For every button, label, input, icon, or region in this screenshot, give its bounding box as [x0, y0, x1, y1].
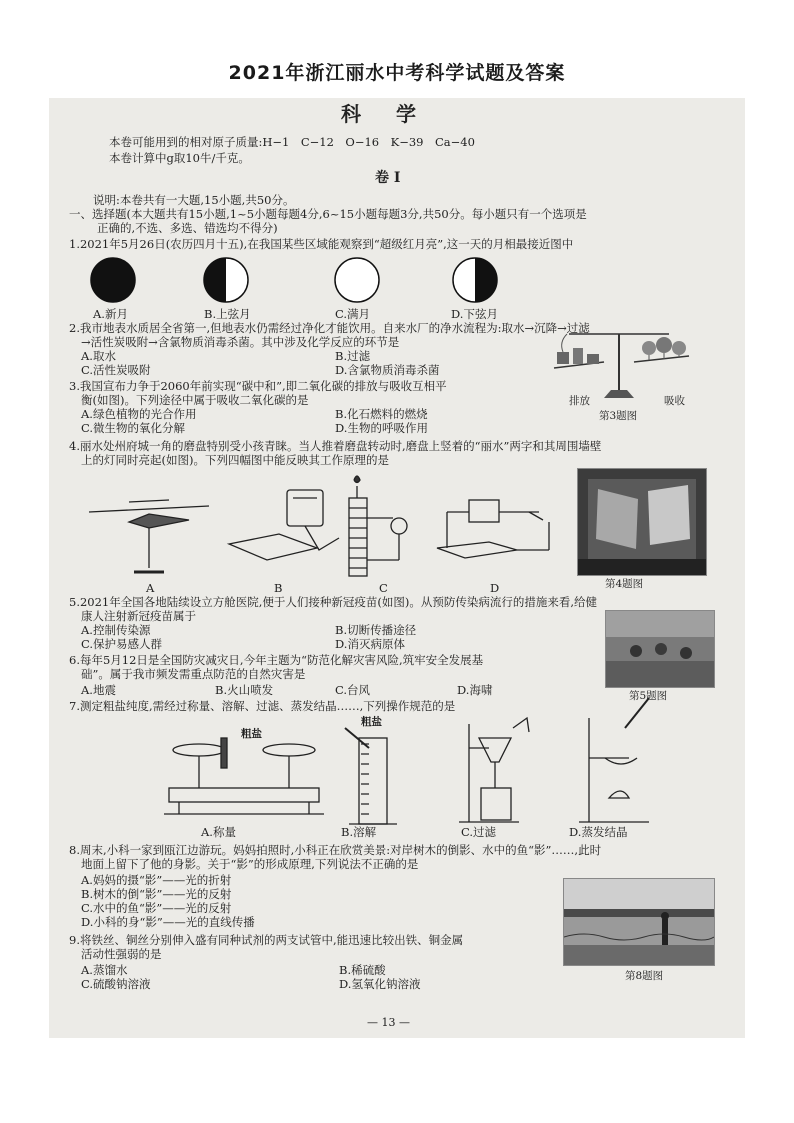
- g-value-line: 本卷计算中g取10牛/千克。: [109, 151, 250, 165]
- q2-option-b: B.过滤: [335, 349, 371, 363]
- q8-option-c: C.水中的鱼“影”——光的反射: [81, 901, 232, 915]
- q6-stem-line1: 6.每年5月12日是全国防灾减灾日,今年主题为“防范化解灾害风险,筑牢安全发展基: [69, 653, 484, 667]
- q1-option-a: A.新月: [93, 307, 128, 321]
- q3-option-c: C.微生物的氧化分解: [81, 421, 186, 435]
- q4-caption: 第4题图: [605, 578, 644, 590]
- scanned-exam-page: [49, 98, 745, 1038]
- section-heading: 一、选择题(本大题共有15小题,1~5小题每题4分,6~15小题每题3分,共50分。每小题只有一个选项是: [69, 207, 587, 221]
- q3-figure-label-emission: 排放: [569, 395, 590, 407]
- evaporation-apparatus-icon: [579, 698, 649, 822]
- q6-stem-line2: 础”。属于我市频发需重点防范的自然灾害是: [81, 667, 306, 681]
- q7-option-c: C.过滤: [461, 825, 497, 839]
- q2-option-a: A.取水: [81, 349, 116, 363]
- q3-option-b: B.化石燃料的燃烧: [335, 407, 428, 421]
- q9-option-b: B.稀硫酸: [339, 963, 386, 977]
- q4-label-d: D: [490, 581, 500, 595]
- q5-option-d: D.消灭病原体: [335, 637, 405, 651]
- q3-option-d: D.生物的呼吸作用: [335, 421, 428, 435]
- q9-option-d: D.氢氧化钠溶液: [339, 977, 421, 991]
- q7-salt-label-b: 粗盐: [361, 716, 382, 728]
- q7-salt-label-a: 粗盐: [241, 728, 262, 740]
- q9-option-c: C.硫酸钠溶液: [81, 977, 151, 991]
- q4-label-b: B: [274, 581, 283, 595]
- atomic-mass-line: 本卷可能用到的相对原子质量:H−1 C−12 O−16 K−39 Ca−40: [109, 135, 475, 149]
- balance-scale-icon: [164, 738, 324, 814]
- graduated-cylinder-icon: [345, 728, 397, 824]
- q4-stem-line2: 上的灯同时亮起(如图)。下列四幅图中能反映其工作原理的是: [81, 453, 389, 467]
- q1-stem: 1.2021年5月26日(农历四月十五),在我国某些区域能观察到“超级红月亮”,这一天的月相最接近图中: [69, 237, 574, 251]
- q1-option-d: D.下弦月: [451, 307, 498, 321]
- q1-option-c: C.满月: [335, 307, 371, 321]
- q6-option-a: A.地震: [81, 683, 116, 697]
- q3-stem-line1: 3.我国宣布力争于2060年前实现“碳中和”,即二氧化碳的排放与吸收互相平: [69, 379, 447, 393]
- q3-stem-line2: 衡(如图)。下列途径中属于吸收二氧化碳的是: [81, 393, 309, 407]
- q3-figure-label-absorption: 吸收: [664, 395, 685, 407]
- q5-option-c: C.保护易感人群: [81, 637, 163, 651]
- filtration-apparatus-icon: [459, 718, 529, 822]
- q2-stem-line1: 2.我市地表水质居全省第一,但地表水仍需经过净化才能饮用。自来水厂的净水流程为:取水→沉降→过滤: [69, 321, 590, 335]
- q8-option-d: D.小科的身“影”——光的直线传播: [81, 915, 255, 929]
- q9-option-a: A.蒸馏水: [81, 963, 128, 977]
- q5-stem-line1: 5.2021年全国各地陆续设立方舱医院,便于人们接种新冠疫苗(如图)。从预防传染病流行的措施来看,给健: [69, 595, 598, 609]
- q3-option-a: A.绿色植物的光合作用: [81, 407, 197, 421]
- q4-stem-line1: 4.丽水处州府城一角的磨盘特别受小孩青睐。当人推着磨盘转动时,磨盘上竖着的“丽水”两字和其周围墙壁: [69, 439, 602, 453]
- q6-option-d: D.海啸: [457, 683, 493, 697]
- q8-stem-line1: 8.周末,小科一家到瓯江边游玩。妈妈拍照时,小科正在欣赏美景:对岸树木的倒影、水中的鱼“影”……,此时: [69, 843, 602, 857]
- q5-option-a: A.控制传染源: [81, 623, 151, 637]
- q6-option-c: C.台风: [335, 683, 371, 697]
- q7-option-d: D.蒸发结晶: [569, 825, 628, 839]
- q8-riverside-photo: [563, 878, 715, 966]
- q9-stem-line2: 活动性强弱的是: [81, 947, 162, 961]
- q9-stem-line1: 9.将铁丝、铜丝分别伸入盛有同种试剂的两支试管中,能迅速比较出铁、铜金属: [69, 933, 464, 947]
- q7-stem: 7.测定粗盐纯度,需经过称量、溶解、过滤、蒸发结晶……,下列操作规范的是: [69, 699, 456, 713]
- q2-stem-line2: →活性炭吸附→含氯物质消毒杀菌。其中涉及化学反应的环节是: [81, 335, 400, 349]
- q3-caption: 第3题图: [599, 410, 638, 422]
- q8-option-a: A.妈妈的摄“影”——光的折射: [81, 873, 232, 887]
- section-heading-cont: 正确的,不选、多选、错选均不得分): [97, 221, 278, 235]
- q4-label-c: C: [379, 581, 388, 595]
- page-title: 2021年浙江丽水中考科学试题及答案: [228, 62, 566, 84]
- exam-note: 说明:本卷共有一大题,15小题,共50分。: [93, 193, 295, 207]
- q5-caption: 第5题图: [629, 690, 668, 702]
- paper-title: 科 学: [341, 102, 430, 126]
- q6-option-b: B.火山喷发: [215, 683, 274, 697]
- page-number: — 13 —: [367, 1016, 410, 1029]
- q2-option-c: C.活性炭吸附: [81, 363, 151, 377]
- q8-stem-line2: 地面上留下了他的身影。关于“影”的形成原理,下列说法不正确的是: [81, 857, 419, 871]
- q1-option-b: B.上弦月: [204, 307, 251, 321]
- q8-option-b: B.树木的倒“影”——光的反射: [81, 887, 232, 901]
- volume-label: 卷 Ⅰ: [375, 170, 401, 186]
- q5-option-b: B.切断传播途径: [335, 623, 417, 637]
- q4-label-a: A: [146, 581, 155, 595]
- q8-caption: 第8题图: [625, 970, 664, 982]
- q2-option-d: D.含氯物质消毒杀菌: [335, 363, 440, 377]
- q5-stem-line2: 康人注射新冠疫苗属于: [81, 609, 196, 623]
- q7-option-b: B.溶解: [341, 825, 377, 839]
- q7-option-a: A.称量: [201, 825, 236, 839]
